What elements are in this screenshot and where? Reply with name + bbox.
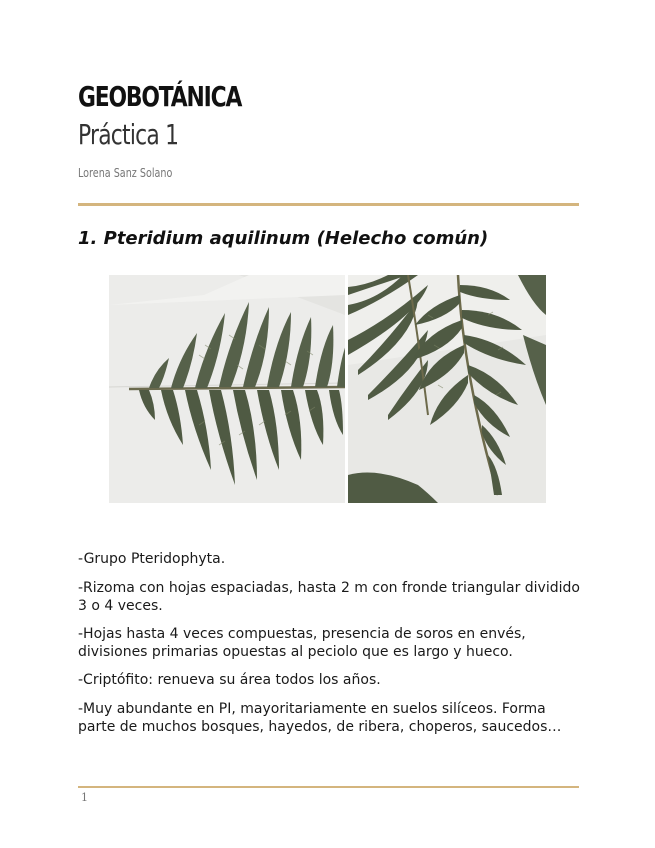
- header-divider: [78, 203, 579, 206]
- paragraph-group: -Grupo Pteridophyta.: [78, 551, 226, 567]
- author-name: Lorena Sanz Solano: [78, 166, 173, 180]
- section-heading: 1. Pteridium aquilinum (Helecho común): [78, 228, 489, 249]
- paragraph-life-form: -Criptófito: renueva su área todos los años.: [78, 672, 381, 688]
- fern-photo-left: [109, 275, 345, 503]
- fern-photo-right: [348, 275, 546, 503]
- footer-divider: [78, 786, 579, 788]
- document-title: GEOBOTÁNICA: [78, 80, 242, 113]
- paragraph-leaves: -Hojas hasta 4 veces compuestas, presencia de soros en envés, divisiones primarias opuestas al peciolo que es largo y hueco.: [78, 626, 526, 660]
- page-number: 1: [81, 791, 88, 804]
- document-subtitle: Práctica 1: [78, 118, 179, 151]
- paragraph-distribution: -Muy abundante en PI, mayoritariamente en suelos silíceos. Forma parte de muchos bosques, hayedos, de ribera, choperos, saucedos…: [78, 701, 562, 735]
- paragraph-rhizome: -Rizoma con hojas espaciadas, hasta 2 m con fronde triangular dividido 3 o 4 veces.: [78, 580, 580, 614]
